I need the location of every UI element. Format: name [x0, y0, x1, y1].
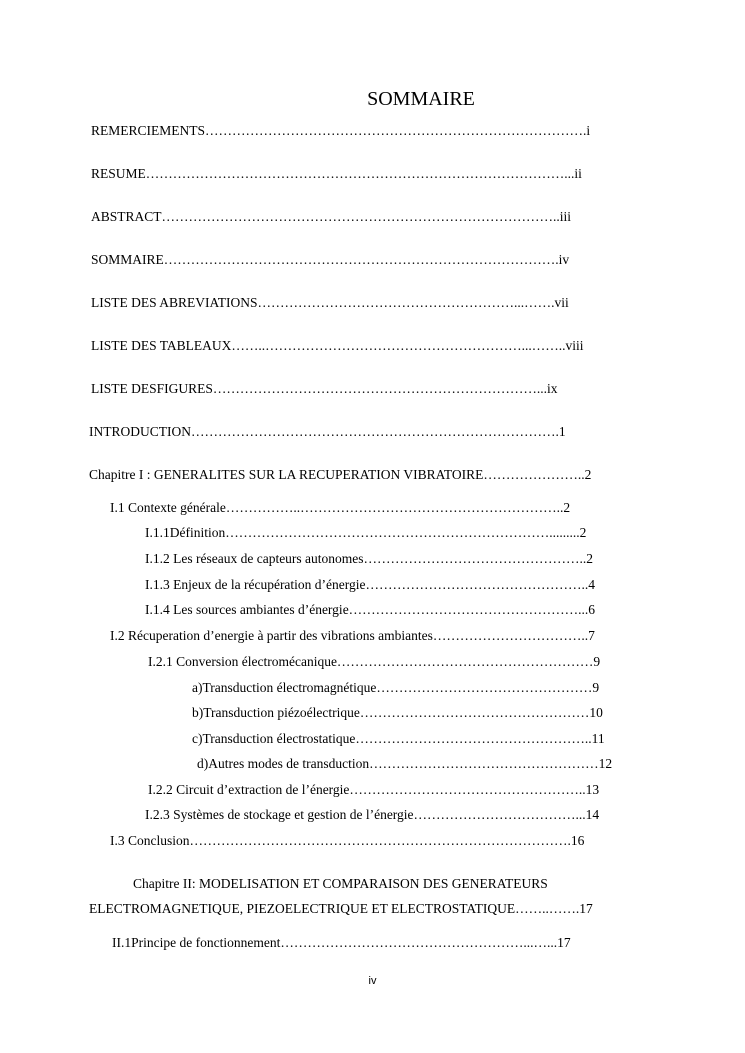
page-number: iv — [368, 975, 377, 987]
toc-section-1-1-4: I.1.4 Les sources ambiantes d’énergie……………………………………………...6 — [145, 602, 596, 617]
toc-remerciements: REMERCIEMENTS………………………………………………………………………….i — [91, 123, 591, 138]
toc-section-1-1: I.1 Contexte générale……………..…………………………………………………..2 — [110, 500, 571, 515]
toc-chapitre-2-line2: ELECTROMAGNETIQUE, PIEZOELECTRIQUE ET ELECTROSTATIQUE……..…….17 — [89, 901, 593, 916]
toc-sommaire: SOMMAIRE…………………………………………………………………………….iv — [91, 252, 570, 267]
toc-subsection-c: c)Transduction électrostatique……………………………………………..11 — [192, 731, 605, 746]
toc-subsection-d: d)Autres modes de transduction……………………………………………12 — [197, 756, 613, 771]
toc-section-1-2: I.2 Récuperation d’energie à partir des vibrations ambiantes……………………………..7 — [110, 628, 595, 643]
toc-subsection-b: b)Transduction piézoélectrique……………………………………………10 — [192, 705, 603, 720]
page-title: SOMMAIRE — [367, 88, 475, 110]
toc-tableaux: LISTE DES TABLEAUX……..…………………………………………………...……..viii — [91, 338, 584, 353]
toc-section-1-2-2: I.2.2 Circuit d’extraction de l’énergie……………………………………………..13 — [148, 782, 600, 797]
toc-section-1-2-1: I.2.1 Conversion électromécanique…………………………………………………9 — [148, 654, 601, 669]
toc-abreviations: LISTE DES ABREVIATIONS…………………………………………………...…….vii — [91, 295, 569, 310]
toc-introduction: INTRODUCTION……………………………………………………………………….1 — [89, 424, 566, 439]
toc-subsection-a: a)Transduction électromagnétique…………………………………………9 — [192, 680, 600, 695]
toc-resume: RESUME…………………………………………………………………………………...ii — [91, 166, 582, 181]
toc-section-1-1-2: I.1.2 Les réseaux de capteurs autonomes…………………………………………..2 — [145, 551, 594, 566]
toc-figures: LISTE DESFIGURES………………………………………………………………...ix — [91, 381, 558, 396]
toc-section-1-1-3: I.1.3 Enjeux de la récupération d’énergie…………………………………………..4 — [145, 577, 596, 592]
toc-section-1-1-1: I.1.1Définition……………………………………………………………….........2 — [145, 525, 587, 540]
toc-section-1-2-3: I.2.3 Systèmes de stockage et gestion de l’énergie………………………………...14 — [145, 807, 600, 822]
toc-abstract: ABSTRACT……………………………………………………………………………..iii — [91, 209, 572, 224]
toc-chapitre-2-line1: Chapitre II: MODELISATION ET COMPARAISON DES GENERATEURS — [133, 876, 548, 891]
toc-section-2-1: II.1Principe de fonctionnement………………………………………………...…...17 — [112, 935, 571, 950]
toc-section-1-3: I.3 Conclusion………………………………………………………………………….16 — [110, 833, 585, 848]
toc-chapitre-1: Chapitre I : GENERALITES SUR LA RECUPERATION VIBRATOIRE…………………..2 — [89, 467, 592, 482]
